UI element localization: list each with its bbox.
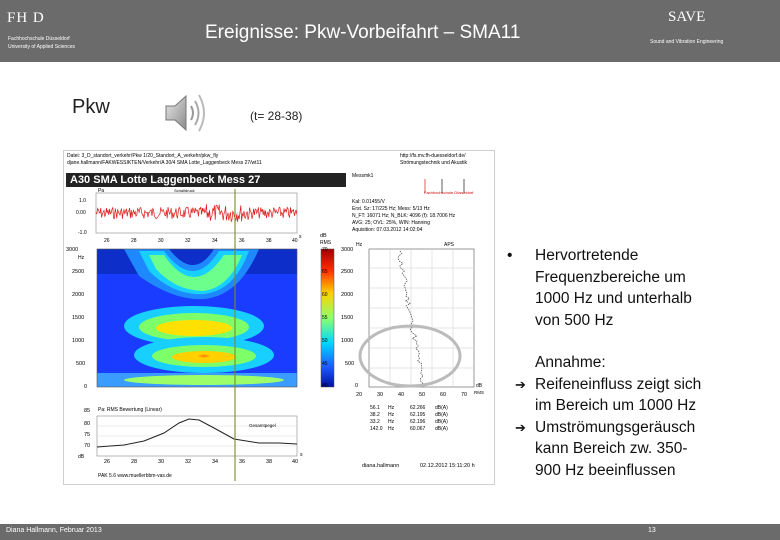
aps-x-tick: 70 xyxy=(461,392,468,398)
stat-freq: 56.1 xyxy=(370,405,380,411)
aps-x-tick: 40 xyxy=(398,392,405,398)
wave-y-tick: -1.0 xyxy=(78,230,87,236)
aps-freq-tick: 1500 xyxy=(341,315,354,321)
stat-row xyxy=(370,426,448,432)
params-4: AVG: 25; OVL: 25%, WIN: Hanning xyxy=(352,220,430,226)
time-tick: 26 xyxy=(104,238,110,244)
bullet-item-flow-noise xyxy=(505,417,765,482)
level-tick: 85 xyxy=(84,408,91,414)
freq-tick: 2500 xyxy=(72,269,85,275)
stat-hz: Hz xyxy=(388,426,395,432)
stat-unit: dB(A) xyxy=(435,426,448,432)
stat-hz: Hz xyxy=(388,405,395,411)
messmk-label: Messmk1 xyxy=(352,173,374,179)
university-name: Fachhochschule Düsseldorf xyxy=(8,36,70,42)
time-tick: 32 xyxy=(185,238,191,244)
freq-tick: 1000 xyxy=(72,338,85,344)
time-tick: 36 xyxy=(239,238,245,244)
time-range: (t= 28-38) xyxy=(250,109,303,123)
colorbar-tick: 55 xyxy=(322,315,328,321)
colorbar-unit: dB xyxy=(320,233,327,239)
aps-hz-label: Hz xyxy=(356,242,363,248)
time-tick: 28 xyxy=(131,238,137,244)
aps-freq-tick: 2000 xyxy=(341,292,354,298)
wave-unit: Pa xyxy=(98,188,105,194)
aps-x-tick: 50 xyxy=(419,392,426,398)
fh-label: Fachhochschule Düsseldorf xyxy=(424,190,474,195)
freq-tick: 2000 xyxy=(72,292,85,298)
stat-unit: dB(A) xyxy=(435,419,448,425)
stat-freq: 38.2 xyxy=(370,412,380,418)
freq-tick: 0 xyxy=(84,384,88,390)
footer-bar xyxy=(0,524,780,540)
wave-y-tick: 0.00 xyxy=(76,210,86,216)
level-time-tick: 32 xyxy=(185,459,192,465)
level-time-unit: s xyxy=(300,452,303,458)
footer-author-date: Diana Hallmann, Februar 2013 xyxy=(6,527,102,534)
assumption-heading: Annahme: xyxy=(535,354,606,371)
stat-hz: Hz xyxy=(388,419,395,425)
stat-unit: dB(A) xyxy=(435,405,448,411)
bullet-line: kann Bereich zw. 350- xyxy=(535,440,688,457)
bullet-line: von 500 Hz xyxy=(535,311,614,329)
arrow-icon: ➔ xyxy=(515,376,526,392)
stat-level: 60.067 xyxy=(410,426,426,432)
colorbar-tick: 60 xyxy=(322,292,328,298)
stat-row xyxy=(370,405,448,411)
aps-freq-tick: 2500 xyxy=(341,269,354,275)
level-time-tick: 28 xyxy=(131,459,138,465)
freq-tick: 500 xyxy=(76,361,86,367)
time-tick: 38 xyxy=(266,238,272,244)
save-logo: SAVE xyxy=(668,9,706,25)
aps-freq-tick: 3000 xyxy=(341,247,354,253)
vehicle-label: Pkw xyxy=(72,96,110,118)
level-unit: dB xyxy=(78,454,85,460)
aps-x-sub: RMS xyxy=(474,390,484,395)
freq-tick: 3000 xyxy=(66,247,79,253)
level-time-tick: 36 xyxy=(239,459,246,465)
header-bar xyxy=(0,0,780,62)
level-time-tick: 38 xyxy=(266,459,273,465)
bullet-line: im Bereich um 1000 Hz xyxy=(535,397,697,414)
freq-tick: 1500 xyxy=(72,315,85,321)
stat-level: 62.196 xyxy=(410,419,426,425)
stat-row xyxy=(370,419,448,425)
arrow-icon: ➔ xyxy=(515,419,526,435)
bullet-line: Frequenzbereiche um xyxy=(535,268,686,286)
stat-level: 62.266 xyxy=(410,405,426,411)
bullet-item-frequencies xyxy=(505,245,765,331)
figure-graphics xyxy=(64,151,494,484)
figure-institute: Strömungstechnik und Akustik xyxy=(400,160,467,166)
colorbar-tick: 50 xyxy=(322,338,328,344)
bullet-list xyxy=(505,245,765,481)
level-tick: 75 xyxy=(84,432,91,438)
stat-unit: dB(A) xyxy=(435,412,448,418)
aps-x-tick: 60 xyxy=(440,392,447,398)
aps-x-unit: dB xyxy=(476,383,483,389)
level-title: Pa: RMS Bewertung (Linear) xyxy=(98,407,162,413)
level-tick: 70 xyxy=(84,443,91,449)
bullet-item-tire xyxy=(505,374,765,417)
params-3: N_FT: 16071 Hz; N_BLK: 4096 (f): 18.7006 Hz xyxy=(352,213,456,219)
aps-x-tick: 30 xyxy=(377,392,384,398)
aps-x-tick: 20 xyxy=(356,392,363,398)
time-tick: 40 xyxy=(292,238,298,244)
wave-y-tick: 1.0 xyxy=(79,198,86,204)
level-label: Gesamtpegel xyxy=(249,423,276,428)
bullet-line: Hervortretende xyxy=(535,247,639,264)
aps-freq-tick: 0 xyxy=(355,383,359,389)
colorbar-tick: 45 xyxy=(322,361,328,367)
bullet-dot-icon: • xyxy=(507,247,513,264)
colorbar-tick: 70 xyxy=(322,247,328,253)
page-number: 13 xyxy=(648,527,656,534)
figure-author: diana.hallmann xyxy=(362,463,400,469)
stat-row xyxy=(370,412,448,418)
aps-freq-tick: 1000 xyxy=(341,338,354,344)
level-tick: 80 xyxy=(84,421,91,427)
pak-footer: PAK 5.6 www.muellerbbm-vas.de xyxy=(98,473,172,479)
save-subtitle: Sound and Vibration Engineering xyxy=(650,39,724,45)
file-path-line-2: djane.hallmann/FAKWESSIKTEN/Verkehr/A 30/4 SMA Lotte_Laggenbeck Mess 27/wt11 xyxy=(67,160,262,166)
university-name-en: University of Applied Sciences xyxy=(8,44,75,50)
stat-level: 62.195 xyxy=(410,412,426,418)
bullet-line: Umströmungsgeräusch xyxy=(535,418,696,436)
fhd-logo: FH D xyxy=(7,10,45,26)
stat-freq: 142.0 xyxy=(370,426,383,432)
slide-title: Ereignisse: Pkw-Vorbeifahrt – SMA11 xyxy=(205,22,521,43)
analysis-figure xyxy=(63,150,495,485)
bullet-line: 1000 Hz und unterhalb xyxy=(535,290,692,307)
bullet-line: 900 Hz beeinflussen xyxy=(535,461,676,479)
level-time-tick: 30 xyxy=(158,459,165,465)
colorbar-sub: RMS xyxy=(320,240,332,246)
params-1: Kal: 0.01455/V xyxy=(352,199,385,205)
freq-unit: Hz xyxy=(78,255,85,261)
aps-freq-tick: 500 xyxy=(345,361,355,367)
params-2: Erst. Sz: 17/225 Hz; Mess: 5/13 Hz xyxy=(352,206,430,212)
sound-pressure-label: Schalldruck xyxy=(174,188,195,193)
stat-hz: Hz xyxy=(388,412,395,418)
level-time-tick: 40 xyxy=(292,459,299,465)
colorbar-tick: 65 xyxy=(322,269,328,275)
figure-date: 02.12.2012 15:11:20 h xyxy=(420,463,475,469)
spectrogram xyxy=(97,249,297,387)
time-tick: 30 xyxy=(158,238,164,244)
figure-url: http://fs.mv.fh-duesseldorf.de/ xyxy=(400,153,466,159)
level-time-tick: 26 xyxy=(104,459,111,465)
time-tick: 34 xyxy=(212,238,218,244)
bullet-line: Reifeneinfluss zeigt sich xyxy=(535,375,702,393)
aps-label: APS xyxy=(444,242,455,248)
figure-title: A30 SMA Lotte Laggenbeck Mess 27 xyxy=(70,174,261,186)
stat-freq: 33.2 xyxy=(370,419,380,425)
speaker-icon[interactable] xyxy=(162,89,214,137)
params-5: Aquisition: 07.03.2012 14:02:04 xyxy=(352,227,423,233)
file-path-line-1: Datei: 3_D_standort_verkehr/Pkw 1/20_Standort_A_verkehr/pkw_fly xyxy=(67,153,219,159)
time-unit: s xyxy=(299,234,302,240)
level-time-tick: 34 xyxy=(212,459,219,465)
colorbar-tick: 40 xyxy=(322,383,328,389)
